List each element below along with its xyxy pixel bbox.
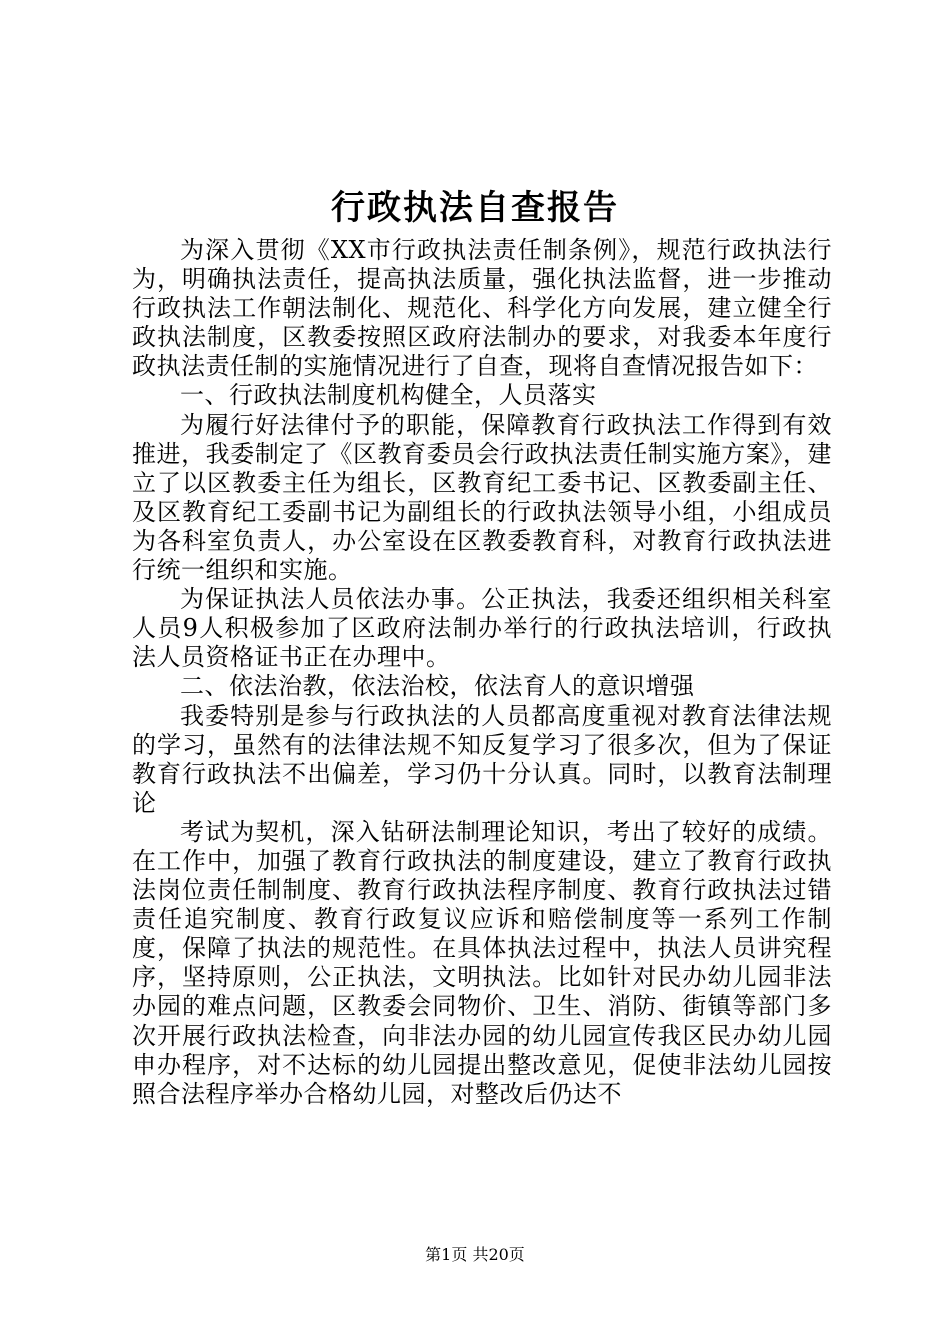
paragraph-section2-a: 我委特别是参与行政执法的人员都高度重视对教育法律法规的学习，虽然有的法律法规不知反复学习了很多次，但为了保证教育行政执法不出偏差，学习仍十分认真。同时，以教育法制理论 — [132, 701, 832, 817]
paragraph-section2-b: 考试为契机，深入钻研法制理论知识，考出了较好的成绩。在工作中，加强了教育行政执法的制度建设，建立了教育行政执法岗位责任制制度、教育行政执法程序制度、教育行政执法过错责任追究制度、教育行政复议应诉和赔偿制度等一系列工作制度，保障了执法的规范性。在具体执法过程中，执法人员讲究程序，坚持原则，公正执法，文明执法。比如针对民办幼儿园非法办园的难点问题，区教委会同物价、卫生、消防、街镇等部门多次开展行政执法检查，向非法办园的幼儿园宣传我区民办幼儿园申办程序，对不达标的幼儿园提出整改意见，促使非法幼儿园按照合法程序举办合格幼儿园，对整改后仍达不 — [132, 817, 832, 1108]
paragraph-intro: 为深入贯彻《XX市行政执法责任制条例》，规范行政执法行为，明确执法责任，提高执法质量，强化执法监督，进一步推动行政执法工作朝法制化、规范化、科学化方向发展，建立健全行政执法制度，区教委按照区政府法制办的要求，对我委本年度行政执法责任制的实施情况进行了自查，现将自查情况报告如下： — [132, 236, 832, 381]
section-heading-1: 一、行政执法制度机构健全，人员落实 — [180, 381, 597, 410]
section-heading-2: 二、依法治教，依法治校，依法育人的意识增强 — [180, 672, 695, 701]
page-footer: 第1页 共20页 — [425, 1245, 525, 1264]
paragraph-section1-a: 为履行好法律付予的职能，保障教育行政执法工作得到有效推进，我委制定了《区教育委员会行政执法责任制实施方案》，建立了以区教委主任为组长，区教育纪工委书记、区教委副主任、及区教育纪工委副书记为副组长的行政执法领导小组，小组成员为各科室负责人，办公室设在区教委教育科，对教育行政执法进行统一组织和实施。 — [132, 410, 832, 585]
paragraph-section1-b: 为保证执法人员依法办事。公正执法，我委还组织相关科室人员9人积极参加了区政府法制办举行的行政执法培训，行政执法人员资格证书正在办理中。 — [132, 585, 832, 672]
document-body — [132, 236, 832, 1109]
document-title: 行政执法自查报告 — [331, 188, 619, 228]
